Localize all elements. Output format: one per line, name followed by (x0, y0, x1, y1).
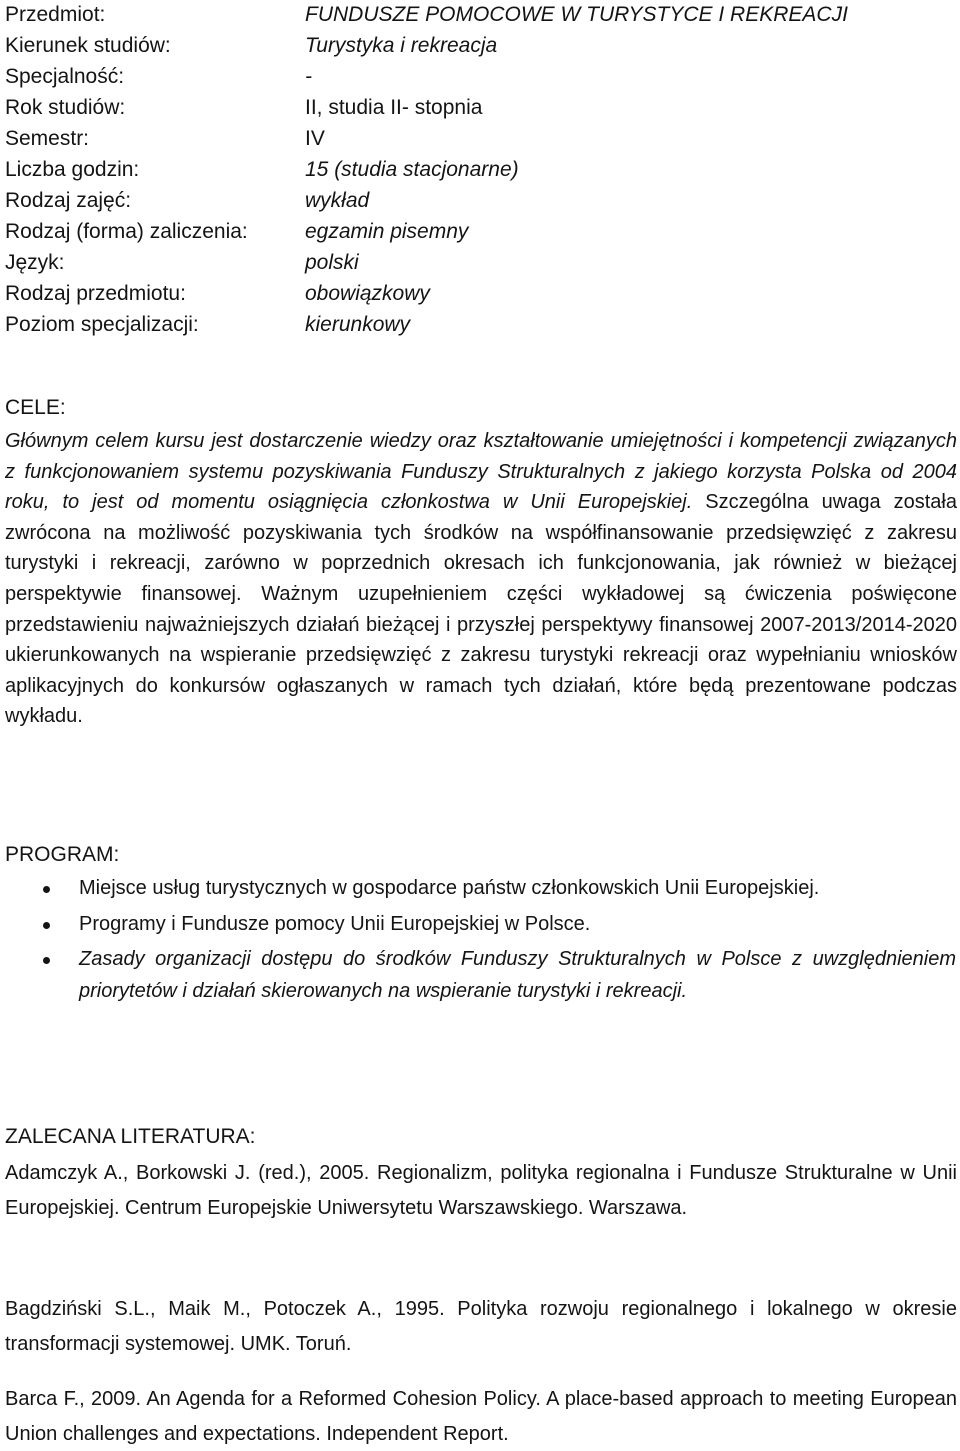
meta-row-przedmiot (5, 0, 955, 31)
cele-text-3: Ważnym uzupełnieniem części wykładowej są ćwiczenia poświęcone przedstawieniu najważniejszych działań bieżącej i przyszłej perspektywy finansowej 2007-2013/2014-2020 ukierunkowanych na wspieranie przedsięwzięć z zakresu turystyki rekreacji oraz wypełnianiu wniosków aplikacyjnych do konkursów ogłaszanych w ramach tych działań, które będą prezentowane podczas wykładu. (5, 582, 957, 728)
program-heading: PROGRAM: (5, 843, 120, 866)
program-list (0, 873, 960, 1007)
meta-value: 15 (studia stacjonarne) (305, 158, 519, 181)
meta-row-jezyk (5, 248, 955, 279)
meta-value: - (305, 65, 312, 88)
meta-label: Poziom specjalizacji: (5, 313, 199, 336)
meta-value: polski (305, 251, 359, 274)
meta-value: Turystyka i rekreacja (305, 34, 498, 57)
program-item-text: Programy i Fundusze pomocy Unii Europejskiej w Polsce. (79, 912, 591, 935)
reference-entry: Barca F., 2009. An Agenda for a Reformed Cohesion Policy. A place-based approach to meeting European Union challenges and expectations. Independent Report. (5, 1388, 957, 1445)
list-item (0, 873, 960, 905)
list-item (0, 944, 960, 1007)
meta-value: IV (305, 127, 325, 150)
meta-value: wykład (305, 189, 370, 212)
meta-label: Kierunek studiów: (5, 34, 171, 57)
reference-entry: Bagdziński S.L., Maik M., Potoczek A., 1995. Polityka rozwoju regionalnego i lokalnego w okresie transformacji systemowej. UMK. Toruń. (5, 1298, 957, 1355)
meta-row-rodzaj-przedmiotu (5, 279, 955, 310)
meta-label: Specjalność: (5, 65, 125, 88)
reference-entry: Adamczyk A., Borkowski J. (red.), 2005. Regionalizm, polityka regionalna i Fundusze Strukturalne w Unii Europejskiej. Centrum Europejskie Uniwersytetu Warszawskiego. Warszawa. (5, 1162, 957, 1219)
meta-value: FUNDUSZE POMOCOWE W TURYSTYCE I REKREACJI (305, 3, 848, 26)
meta-label: Język: (5, 251, 65, 274)
meta-row-rok (5, 93, 955, 124)
meta-row-poziom (5, 310, 955, 341)
cele-paragraph (5, 426, 957, 732)
meta-value: obowiązkowy (305, 282, 430, 305)
cele-text-1: Głównym celem kursu jest dostarczenie wiedzy oraz kształtowanie umiejętności i kompetencji związanych z funkcjonowaniem systemu pozyskiwania Funduszy Strukturalnych z jakiego korzysta Polska od 2004 roku, to jest od momentu osiągnięcia członkostwa w Unii Europejskiej. (5, 430, 957, 514)
meta-value: egzamin pisemny (305, 220, 469, 243)
cele-heading: CELE: (5, 396, 66, 419)
meta-row-specjalnosc (5, 62, 955, 93)
meta-label: Rodzaj przedmiotu: (5, 282, 186, 305)
course-metadata-table (5, 0, 955, 341)
meta-label: Rok studiów: (5, 96, 126, 119)
meta-row-kierunek (5, 31, 955, 62)
meta-row-semestr (5, 124, 955, 155)
literatura-heading: ZALECANA LITERATURA: (5, 1125, 256, 1148)
meta-label: Liczba godzin: (5, 158, 140, 181)
meta-row-zaliczenie (5, 217, 955, 248)
meta-value: kierunkowy (305, 313, 411, 336)
meta-row-rodzaj-zajec (5, 186, 955, 217)
list-item (0, 909, 960, 941)
meta-row-godziny (5, 155, 955, 186)
bullet-icon (43, 922, 50, 929)
bullet-icon (43, 957, 50, 964)
meta-label: Przedmiot: (5, 3, 106, 26)
meta-label: Rodzaj (forma) zaliczenia: (5, 220, 248, 243)
meta-value: II, studia II- stopnia (305, 96, 483, 119)
cele-text-2: Szczególna uwaga została zwrócona na możliwość pozyskiwania tych środków na współfinansowanie przedsięwzięć z zakresu turystyki i rekreacji, zarówno w poprzednich okresach ich funkcjonowania, jak również w bieżącej perspektywie finansowej. (5, 491, 957, 605)
meta-label: Semestr: (5, 127, 90, 150)
program-item-text: Zasady organizacji dostępu do środków Funduszy Strukturalnych w Polsce z uwzględnieniem priorytetów i działań skierowanych na wspieranie turystyki i rekreacji. (79, 948, 956, 1002)
meta-label: Rodzaj zajęć: (5, 189, 132, 212)
program-item-text: Miejsce usług turystycznych w gospodarce państw członkowskich Unii Europejskiej. (79, 877, 820, 899)
bullet-icon (43, 886, 50, 893)
